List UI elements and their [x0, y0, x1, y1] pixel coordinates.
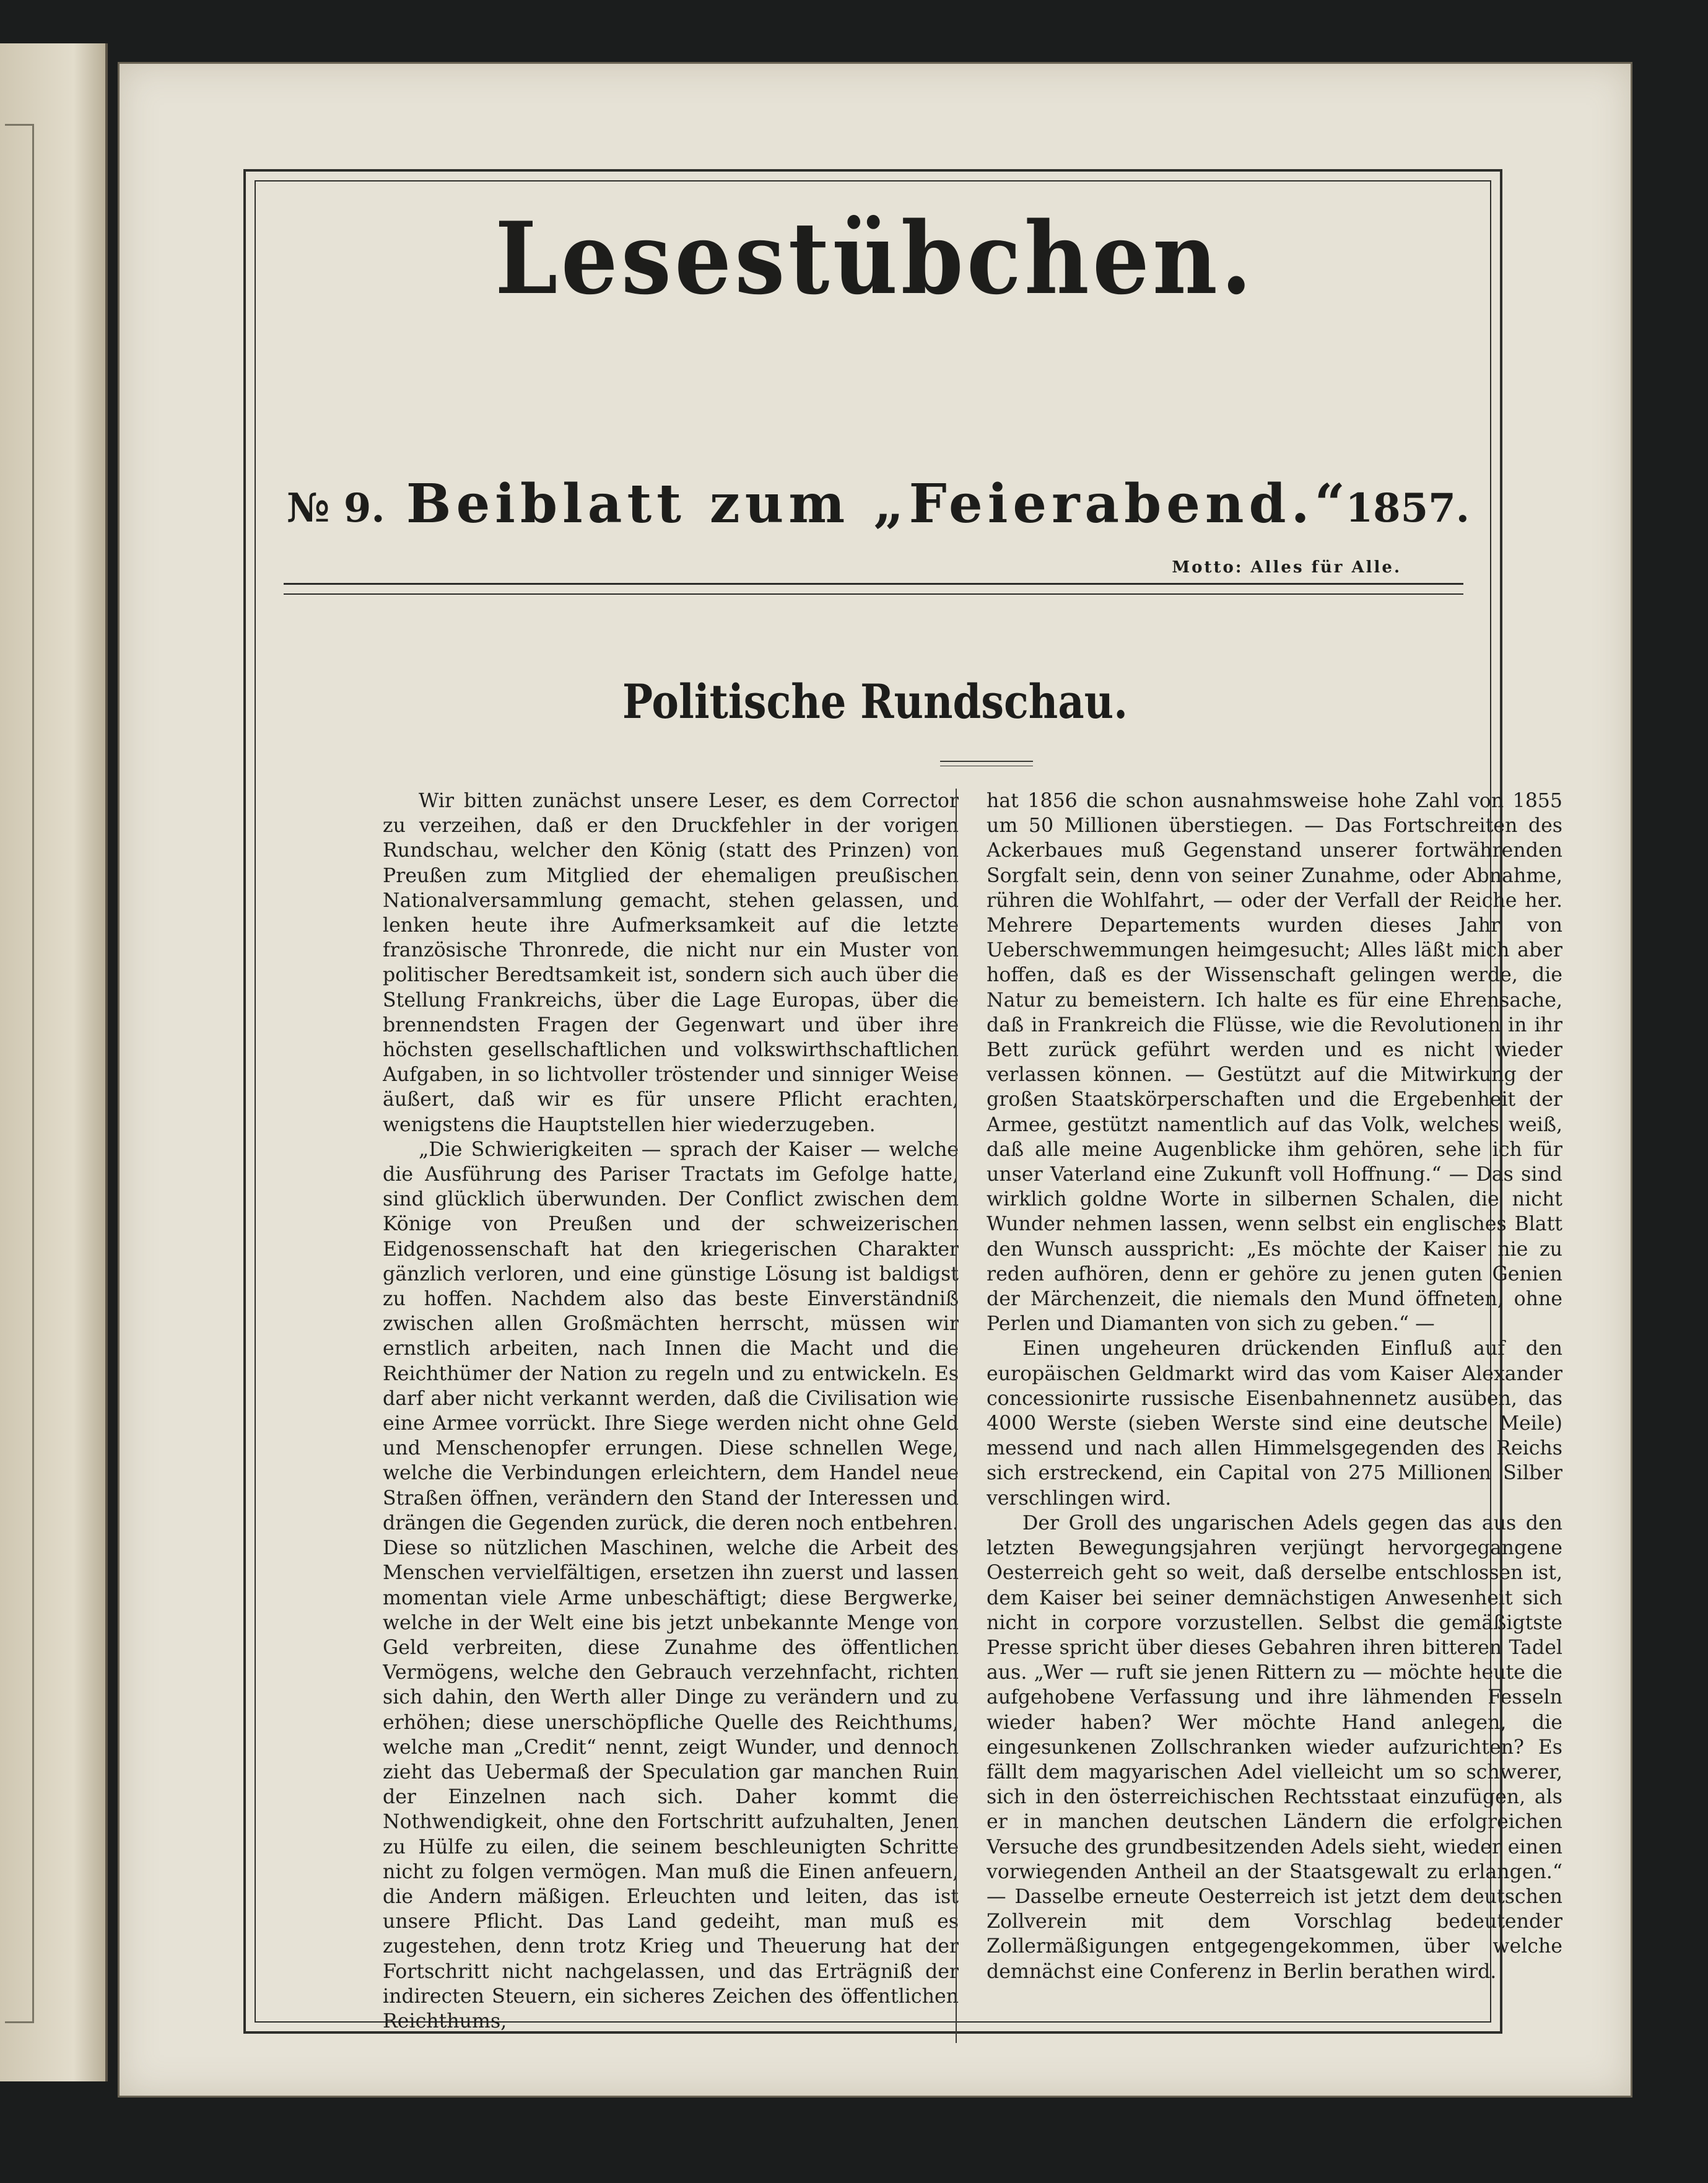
- article-column-left: [383, 789, 959, 2043]
- facing-page-rule: [5, 124, 34, 2023]
- paragraph: Einen ungeheuren drückenden Einfluß auf den europäischen Geldmarkt wird das vom Kaiser Alexander concessionirte russische Eisenbahnennetz ausüben, das 4000 Werste (sieben Werste sind eine deutsche Meile) messend und nach allen Himmelsgegenden des Reichs sich erstreckend, ein Capital von 275 Millionen Silber verschlingen wird.: [987, 1337, 1562, 1510]
- paragraph: hat 1856 die schon ausnahmsweise hohe Zahl von 1855 um 50 Millionen überstiegen. — Das Fortschreiten des Ackerbaues muß Gegenstand unserer fortwährenden Sorgfalt sein, denn von seiner Zunahme, oder Abnahme, rühren die Wohlfahrt, — oder der Verfall der Reiche her. Mehrere Departements wurden dieses Jahr von Ueberschwemmungen heimgesucht; Alles läßt mich aber hoffen, daß es der Wissenschaft gelingen werde, die Natur zu bemeistern. Ich halte es für eine Ehrensache, daß in Frankreich die Flüsse, wie die Revolutionen in ihr Bett zurück geführt werden und es nicht wieder verlassen können. — Gestützt auf die Mitwirkung der großen Staatskörperschaften und die Ergebenheit der Armee, gestützt namentlich auf das Volk, welches weiß, daß alle meine Augenblicke ihm gehören, sehe ich für unser Vaterland eine Zukunft voll Hoffnung.“ — Das sind wirklich goldne Worte in silbernen Schalen, die nicht Wunder nehmen lassen, wenn selbst ein englisches Blatt den Wunsch ausspricht: „Es möchte der Kaiser nie zu reden aufhören, denn er gehöre zu jenen guten Genien der Märchenzeit, die niemals den Mund öffneten, ohne Perlen und Diamanten von sich zu geben.“ —: [987, 790, 1562, 1336]
- issue-number: № 9.: [287, 485, 385, 532]
- supplement-title: Beiblatt zum „Feierabend.“: [406, 473, 1351, 535]
- masthead-title: Lesestübchen.: [495, 200, 1255, 317]
- motto: Motto: Alles für Alle.: [1172, 558, 1401, 577]
- heading-flourish: [940, 761, 1033, 766]
- facing-page-edge: [0, 43, 108, 2081]
- column-divider: [956, 789, 957, 2043]
- paragraph: Der Groll des ungarischen Adels gegen das aus den letzten Bewegungsjahren verjüngt hervorgegangene Oesterreich geht so weit, daß derselbe entschlossen ist, dem Kaiser bei seiner demnächstigen Anwesenheit sich nicht in corpore vorzustellen. Selbst die gemäßigtste Presse spricht über dieses Gebahren ihren bitteren Tadel aus. „Wer — ruft sie jenen Rittern zu — möchte heute die aufgehobene Verfassung und ihre lähmenden Fesseln wieder haben? Wer möchte Hand anlegen, die eingesunkenen Zollschranken wieder aufzurichten? Es fällt dem magyarischen Adel vielleicht um so schwerer, sich in den österreichischen Rechtsstaat einzufügen, als er in manchen deutschen Ländern die erfolgreichen Versuche des grundbesitzenden Adels sieht, wieder einen vorwiegenden Antheil an der Staatsgewalt zu erlangen.“ — Dasselbe erneute Oesterreich ist jetzt dem deutschen Zollverein mit dem Vorschlag bedeutender Zollermäßigungen entgegengekommen, über welche demnächst eine Conferenz in Berlin berathen wird.: [987, 1511, 1562, 1983]
- article-column-right: [987, 789, 1562, 2043]
- newspaper-page: [118, 62, 1632, 2098]
- article-heading: Politische Rundschau.: [622, 674, 1128, 729]
- issue-line: [287, 473, 1470, 577]
- header-divider: [284, 583, 1463, 595]
- issue-year: 1857.: [1345, 485, 1470, 532]
- paragraph: „Die Schwierigkeiten — sprach der Kaiser — welche die Ausführung des Pariser Tractats im Gefolge hatte, sind glücklich überwunden. Der Conflict zwischen dem Könige von Preußen und der schweizerischen Eidgenossenschaft hat den kriegerischen Charakter gänzlich verloren, und eine günstige Lösung ist baldigst zu hoffen. Nachdem also das beste Einverständniß zwischen allen Großmächten herrscht, müssen wir ernstlich arbeiten, nach Innen die Macht und die Reichthümer der Nation zu regeln und zu entwickeln. Es darf aber nicht verkannt werden, daß die Civilisation wie eine Armee vorrückt. Ihre Siege werden nicht ohne Geld und Menschenopfer errungen. Diese schnellen Wege, welche die Verbindungen erleichtern, dem Handel neue Straßen öffnen, verändern den Stand der Interessen und drängen die Gegenden zurück, die deren noch entbehren. Diese so nützlichen Maschinen, welche die Arbeit des Menschen vervielfältigen, ersetzen ihn zuerst und lassen momentan viele Arme unbeschäftigt; diese Bergwerke, welche in der Welt eine bis jetzt unbekannte Menge von Geld verbreiten, diese Zunahme des öffentlichen Vermögens, welche den Gebrauch verzehnfacht, richten sich dahin, den Werth aller Dinge zu verändern und zu erhöhen; diese unerschöpfliche Quelle des Reichthums, welche man „Credit“ nennt, zeigt Wunder, und dennoch zieht das Uebermaß der Speculation gar manchen Ruin der Einzelnen nach sich. Daher kommt die Nothwendigkeit, ohne den Fortschritt aufzuhalten, Jenen zu Hülfe zu eilen, die seinem beschleunigten Schritte nicht zu folgen vermögen. Man muß die Einen anfeuern, die Andern mäßigen. Erleuchten und leiten, das ist unsere Pflicht. Das Land gedeiht, man muß es zugestehen, denn trotz Krieg und Theuerung hat der Fortschritt nicht nachgelassen, und das Erträgniß der indirecten Steuern, ein sicheres Zeichen des öffentlichen Reichthums,: [383, 1138, 959, 2032]
- paragraph: Wir bitten zunächst unsere Leser, es dem Corrector zu verzeihen, daß er den Druckfehler in der vorigen Rundschau, welcher den König (statt des Prinzen) von Preußen zum Mitglied der ehemaligen preußischen Nationalversammlung gemacht, stehen gelassen, und lenken heute ihre Aufmerksamkeit auf die letzte französische Thronrede, die nicht nur ein Muster von politischer Beredtsamkeit ist, sondern sich auch über die Stellung Frankreichs, über die Lage Europas, über die brennendsten Fragen der Gegenwart und über ihre höchsten gesellschaftlichen und volkswirthschaftlichen Aufgaben, in so lichtvoller tröstender und sinniger Weise äußert, daß wir es für unsere Pflicht erachten, wenigstens die Hauptstellen hier wiederzugeben.: [383, 790, 959, 1136]
